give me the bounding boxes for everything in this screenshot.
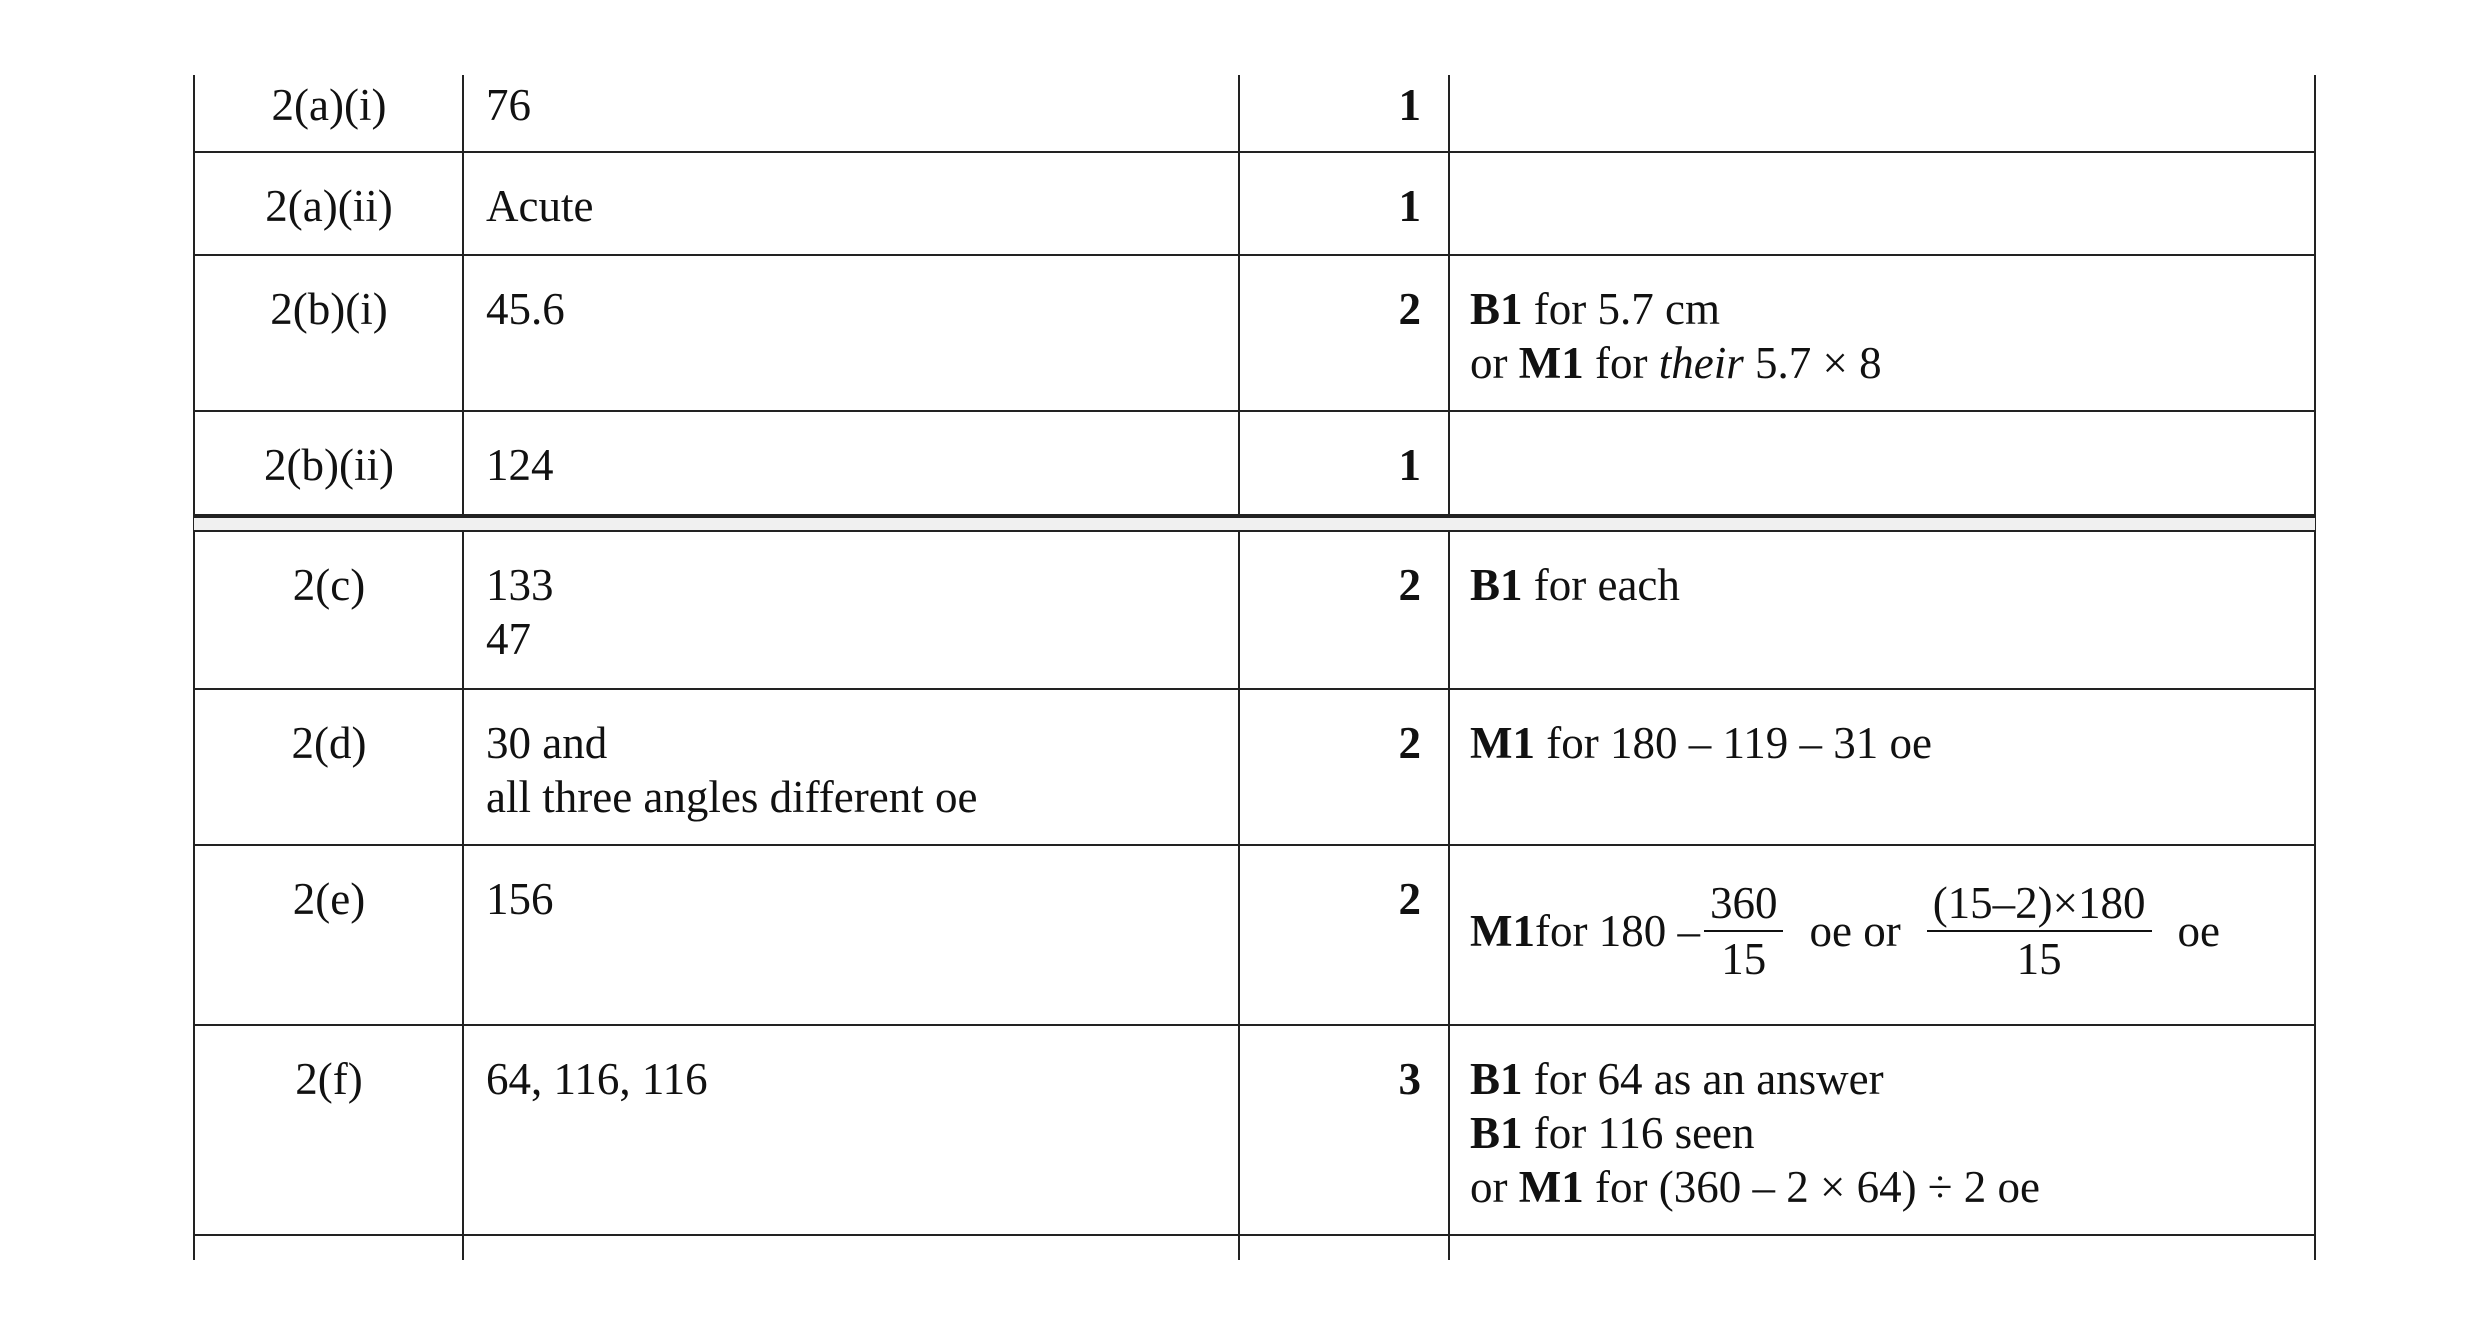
guidance-text: oe or <box>1809 906 1901 956</box>
answer-line: Acute <box>486 181 594 231</box>
guidance-cell <box>1470 532 2290 612</box>
answer-cell <box>486 256 1226 336</box>
guidance-cell <box>1470 1026 2290 1214</box>
answer-line: 133 <box>486 560 554 610</box>
marks-cell: 1 <box>1398 181 1421 231</box>
fraction-numerator: 360 <box>1704 876 1784 932</box>
page-break-band <box>194 516 2315 532</box>
question-number: 2(d) <box>291 718 367 768</box>
table-row <box>194 256 2315 412</box>
answer-line: 30 and <box>486 718 608 768</box>
question-number: 2(a)(i) <box>271 80 387 130</box>
table-row <box>194 153 2315 256</box>
marks-cell: 2 <box>1398 560 1421 610</box>
table-row <box>194 412 2315 516</box>
marks-cell: 3 <box>1398 1054 1421 1104</box>
guidance-line <box>1470 716 2290 770</box>
question-number: 2(a)(ii) <box>265 181 393 231</box>
answer-line: all three angles different oe <box>486 772 978 822</box>
guidance-cell <box>1470 690 2290 770</box>
answer-line: 45.6 <box>486 284 565 334</box>
table-row <box>194 846 2315 1026</box>
guidance-cell <box>1470 75 2290 78</box>
fraction-denominator: 15 <box>1721 934 1767 984</box>
answer-line: 124 <box>486 440 554 490</box>
guidance-text: for 5.7 cm <box>1522 284 1720 334</box>
marks-cell: 2 <box>1398 284 1421 334</box>
guidance-line <box>1470 558 2290 612</box>
guidance-line <box>1470 336 2290 390</box>
marks-cell: 2 <box>1398 874 1421 924</box>
question-number: 2(e) <box>292 874 366 924</box>
guidance-line <box>1470 282 2290 336</box>
marks-cell: 2 <box>1398 718 1421 768</box>
fraction <box>1927 876 2152 986</box>
guidance-cell <box>1470 256 2290 390</box>
mark-code: B1 <box>1470 1108 1523 1158</box>
fraction-numerator: (15–2)×180 <box>1927 876 2152 932</box>
mark-code: M1 <box>1518 338 1584 388</box>
guidance-prefix: or <box>1470 1162 1519 1212</box>
answer-cell <box>486 153 1226 233</box>
guidance-text: oe <box>2177 906 2221 956</box>
mark-code: B1 <box>1470 560 1523 610</box>
guidance-text: for 116 seen <box>1522 1108 1755 1158</box>
table-row <box>194 532 2315 690</box>
guidance-text: 5.7 × 8 <box>1743 338 1882 388</box>
answer-line: 76 <box>486 80 531 130</box>
mark-code: M1 <box>1470 906 1535 956</box>
question-number: 2(c) <box>292 560 366 610</box>
guidance-prefix: or <box>1470 338 1519 388</box>
mark-code: B1 <box>1470 1054 1523 1104</box>
answer-cell <box>486 690 1226 824</box>
guidance-text: for <box>1583 338 1659 388</box>
fraction <box>1704 876 1784 986</box>
guidance-line <box>1470 1160 2290 1214</box>
table-row <box>194 75 2315 153</box>
answer-cell <box>486 532 1226 666</box>
marks-cell: 1 <box>1398 80 1421 130</box>
guidance-text: for 64 as an answer <box>1522 1054 1884 1104</box>
answer-line: 64, 116, 116 <box>486 1054 708 1104</box>
table-row <box>194 690 2315 846</box>
guidance-italic: their <box>1658 338 1744 388</box>
guidance-line <box>1470 1052 2290 1106</box>
question-number: 2(b)(i) <box>270 284 388 334</box>
answer-line: 47 <box>486 614 531 664</box>
guidance-text: for each <box>1522 560 1680 610</box>
mark-code: B1 <box>1470 284 1523 334</box>
guidance-formula <box>1470 876 2290 986</box>
answer-line: 156 <box>486 874 554 924</box>
fraction-denominator: 15 <box>2016 934 2062 984</box>
guidance-cell <box>1470 153 2290 156</box>
guidance-cell <box>1470 412 2290 415</box>
guidance-cell <box>1470 846 2290 986</box>
table-row <box>194 1026 2315 1236</box>
answer-cell <box>486 846 1226 926</box>
answer-cell <box>486 412 1226 492</box>
question-number: 2(f) <box>295 1054 363 1104</box>
answer-cell <box>486 75 1226 132</box>
mark-code: M1 <box>1470 718 1535 768</box>
mark-code: M1 <box>1518 1162 1584 1212</box>
guidance-text: for 180 – 119 – 31 oe <box>1534 718 1933 768</box>
guidance-line <box>1470 1106 2290 1160</box>
guidance-text: for 180 – <box>1534 906 1700 956</box>
marks-cell: 1 <box>1398 440 1421 490</box>
guidance-text: for (360 – 2 × 64) ÷ 2 oe <box>1583 1162 2040 1212</box>
answer-cell <box>486 1026 1226 1106</box>
question-number: 2(b)(ii) <box>264 440 394 490</box>
